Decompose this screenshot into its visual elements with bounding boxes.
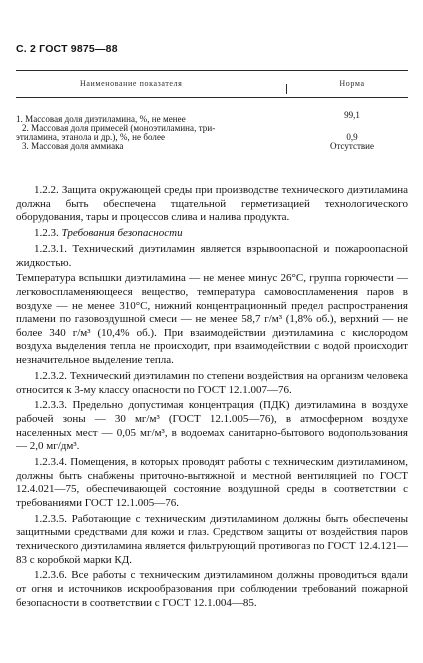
page-header: С. 2 ГОСТ 9875—88 [16,43,118,55]
table-row-1-value: 99,1 [344,110,360,120]
paragraph-1-2-3-1: 1.2.3.1. Технический диэтиламин является взрывоопасной и пожароопасной жидкостью. [16,242,408,269]
paragraph-1-2-3-2: 1.2.3.2. Технический диэтиламин по степени воздействия на организм человека относится к 3-му классу опасности по ГОСТ 12.1.007—76. [16,369,408,396]
table-row-2-name-line2: этиламина, этанола и др.), %, не более [16,132,166,142]
column-separator [286,84,287,94]
table-row-3-name: 3. Массовая доля аммиака [22,141,124,151]
section-number: 1.2.3. [34,227,62,240]
paragraph-1-2-3-6: 1.2.3.6. Все работы с техническим диэтиламином должны проводиться вдали от огня и источников искрообразования при соблюдении требований пожарной безопасности в соответствии с ГОСТ 12.1.004—85. [16,569,408,609]
paragraph-1-2-3-4: 1.2.3.4. Помещения, в которых проводят работы с техническим диэтиламином, должны быть снабжены приточно-вытяжной и местной вентиляцией по ГОСТ 12.4.021—75, обеспечивающей состояние воздушной среды в соответствии с требованиями ГОСТ 12.1.005—76. [16,456,408,509]
table-row-3-value: Отсутствие [330,141,374,151]
column-header-indicator: Наименование показателя [80,79,183,88]
document-body [16,184,408,612]
table-row-1-name: 1. Массовая доля диэтиламина, %, не менее [16,114,186,124]
section-title: Требования безопасности [61,227,183,240]
paragraph-1-2-2: 1.2.2. Защита окружающей среды при производстве технического диэтиламина должна быть обеспечена тщательной герметизацией технологического оборудования, тары и процессов слива и налива продукта. [16,184,408,224]
table-top-rule [16,70,408,71]
paragraph-1-2-3 [16,227,408,241]
table-row-2-name-line1: 2. Массовая доля примесей (моноэтиламина, три- [22,123,216,133]
column-header-norm: Норма [339,79,365,88]
paragraph-1-2-3-5: 1.2.3.5. Работающие с техническим диэтиламином должны быть обеспечены защитными средствами для кожи и глаз. Средством защиты от воздействия паров технического диэтиламина является фильтрующий противогаз по ГОСТ 12.4.121—83 с коробкой марки КД. [16,512,408,566]
paragraph-flash-point: Температура вспышки диэтиламина — не менее минус 26°С, группа горючести — легковоспламеняющееся вещество, температура самовоспламенения паров в воздухе — не менее 310°С, нижний концентрационный предел распространения пламени по газовоздушной смеси — не менее 58,7 г/м³ (1,8% об.), верхний — не более 340 г/м³ (10,4% об.). При взаимодействии диэтиламина с кислородом воздуха выделения тепла не происходит, при взаимодействии с водой происходит незначительное выделение тепла. [16,272,408,367]
paragraph-1-2-3-3: 1.2.3.3. Предельно допустимая концентрация (ПДК) диэтиламина в воздухе рабочей зоны — 30 мг/м³ (ГОСТ 12.1.005—76), в атмосферном воздухе населенных мест — 0,05 мг/м³, в водоемах санитарно-бытового водопользования — 2,0 мг/дм³. [16,399,408,453]
table-header-rule [16,97,408,98]
table-row-2-value: 0,9 [346,132,358,142]
